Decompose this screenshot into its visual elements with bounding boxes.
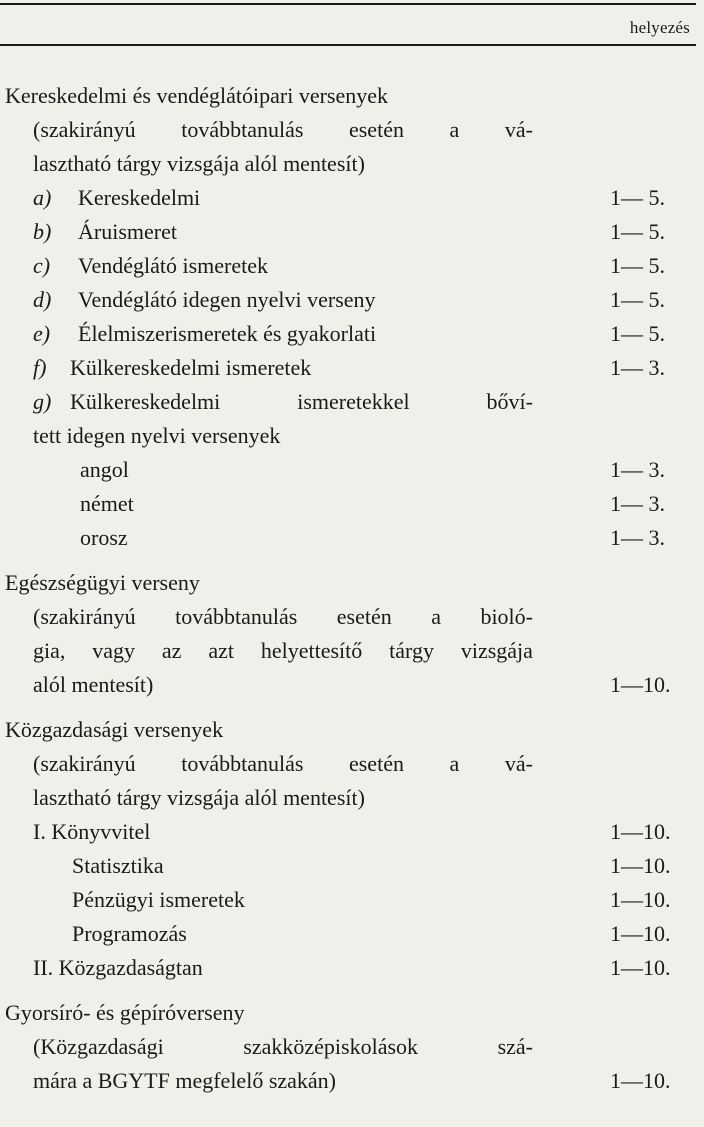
item-letter: c) bbox=[33, 253, 51, 278]
header-rule bbox=[0, 44, 696, 46]
item-letter: f) bbox=[33, 355, 47, 380]
item-value: 1— 5. bbox=[610, 185, 665, 210]
sub-item-label: orosz bbox=[80, 525, 128, 550]
item-label: Vendéglátó ismeretek bbox=[78, 253, 268, 278]
item-value: 1— 3. bbox=[610, 457, 665, 482]
item-label: tett idegen nyelvi versenyek bbox=[33, 423, 281, 448]
item-label: Vendéglátó idegen nyelvi verseny bbox=[78, 287, 376, 312]
section-note-line: gia, vagy az azt helyettesítő tárgy vizsgája bbox=[33, 638, 533, 663]
item-value: 1—10. bbox=[610, 819, 671, 844]
sub-item bbox=[0, 489, 692, 519]
item-letter: b) bbox=[33, 219, 52, 244]
list-item bbox=[0, 919, 692, 949]
item-value: 1—10. bbox=[610, 1068, 671, 1093]
item-label: Pénzügyi ismeretek bbox=[72, 887, 245, 912]
item-label: Külkereskedelmi ismeretek bbox=[70, 355, 312, 380]
section-note-line: mára a BGYTF megfelelő szakán) 1—10. bbox=[0, 1066, 692, 1096]
section-note-line: lasztható tárgy vizsgája alól mentesít) bbox=[33, 151, 365, 176]
section-note-line: lasztható tárgy vizsgája alól mentesít) bbox=[33, 785, 365, 810]
section-note-line bbox=[0, 115, 692, 145]
item-label: Áruismeret bbox=[78, 219, 177, 244]
section-title: Kereskedelmi és vendéglátóipari versenyek bbox=[5, 83, 389, 108]
list-item bbox=[0, 251, 692, 281]
list-item bbox=[0, 885, 692, 915]
section-note-line: (szakirányú továbbtanulás esetén a bioló- bbox=[33, 604, 533, 629]
item-label: Külkereskedelmi ismeretekkel bőví- bbox=[70, 389, 533, 414]
item-value: 1—10. bbox=[610, 853, 671, 878]
item-value: 1— 5. bbox=[610, 321, 665, 346]
section-title: Közgazdasági versenyek bbox=[5, 717, 224, 742]
item-letter: a) bbox=[33, 185, 52, 210]
list-item bbox=[0, 387, 692, 417]
item-value: 1— 3. bbox=[610, 355, 665, 380]
item-label: I. Könyvvitel bbox=[33, 819, 151, 844]
list-item bbox=[0, 285, 692, 315]
sub-item-label: német bbox=[80, 491, 134, 516]
item-letter: d) bbox=[33, 287, 52, 312]
item-value: 1— 5. bbox=[610, 253, 665, 278]
item-label: Kereskedelmi bbox=[78, 185, 201, 210]
list-item bbox=[0, 851, 692, 881]
sub-item-label: angol bbox=[80, 457, 129, 482]
list-item bbox=[0, 953, 692, 983]
item-value: 1—10. bbox=[610, 955, 671, 980]
section-title: Egészségügyi verseny bbox=[5, 570, 200, 595]
section-note-line: (szakirányú továbbtanulás esetén a vá- bbox=[33, 751, 533, 776]
item-value: 1—10. bbox=[610, 921, 671, 946]
item-label: Programozás bbox=[72, 921, 187, 946]
item-value: 1—10. bbox=[610, 887, 671, 912]
item-value: 1— 3. bbox=[610, 491, 665, 516]
item-value: 1— 5. bbox=[610, 287, 665, 312]
column-header: helyezés bbox=[629, 18, 690, 37]
item-letter: e) bbox=[33, 321, 51, 346]
list-item-continuation bbox=[0, 421, 692, 451]
item-label: II. Közgazdaságtan bbox=[33, 955, 203, 980]
sub-item bbox=[0, 455, 692, 485]
list-item bbox=[0, 817, 692, 847]
item-value: 1—10. bbox=[610, 672, 671, 697]
item-label: Élelmiszerismeretek és gyakorlati bbox=[78, 321, 377, 346]
top-rule bbox=[0, 3, 696, 5]
section-note-line: (Közgazdasági szakközépiskolások szá- bbox=[33, 1034, 533, 1059]
list-item bbox=[0, 353, 692, 383]
section-note-line: alól mentesít) 1—10. bbox=[0, 670, 692, 700]
item-value: 1— 5. bbox=[610, 219, 665, 244]
section-title: Gyorsíró- és gépíróverseny bbox=[5, 1000, 245, 1025]
sub-item bbox=[0, 523, 692, 553]
item-letter: g) bbox=[33, 389, 52, 414]
note-text: (szakirányú továbbtanulás esetén a vá- bbox=[33, 117, 533, 142]
item-label: Statisztika bbox=[72, 853, 164, 878]
item-value: 1— 3. bbox=[610, 525, 665, 550]
list-item bbox=[0, 183, 692, 213]
list-item bbox=[0, 217, 692, 247]
list-item bbox=[0, 319, 692, 349]
